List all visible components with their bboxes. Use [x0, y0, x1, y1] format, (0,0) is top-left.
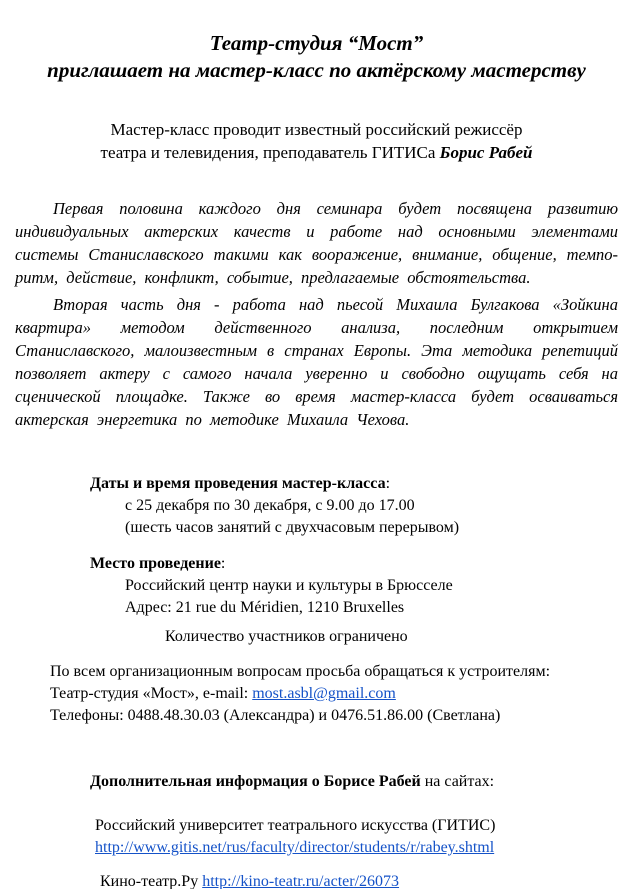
paragraph-afternoon-program: Вторая часть дня - работа над пьесой Михаила Булгакова «Зойкина квартира» методом действенного анализа, последним открытием Станиславского, малоизвестным в странах Европы. Эта методика репетиций позволяет актеру с самого начала уверенно и свободно ощущать себя на сценической площадке. Также во время мастер-класса будет осваиваться актерская энергетика по методике Михаила Чехова. — [15, 295, 618, 429]
gitis-site-block — [95, 815, 618, 859]
contacts-email-line — [50, 683, 618, 705]
venue-name: Российский центр науки и культуры в Брюсселе — [125, 577, 453, 594]
gitis-link-line — [95, 837, 618, 859]
venue-address: Адрес: 21 rue du Méridien, 1210 Bruxelles — [125, 599, 405, 616]
presenter-intro-line-2-text: театра и телевидения, преподаватель ГИТИСа — [100, 143, 440, 162]
title-line-2: приглашает на мастер-класс по актёрскому мастерству — [47, 58, 586, 82]
schedule-section — [90, 473, 618, 539]
contacts-phones: Телефоны: 0488.48.30.03 (Александра) и 0476.51.86.00 (Светлана) — [50, 707, 501, 724]
contacts-intro: По всем организационным вопросам просьба обращаться к устроителям: — [50, 663, 551, 680]
gitis-site-label: Российский университет театрального искусства (ГИТИС) — [95, 817, 496, 834]
kino-teatr-label: Кино-театр.Ру — [100, 873, 203, 889]
schedule-heading: Даты и время проведения мастер-класса: — [90, 475, 391, 492]
contacts-section — [50, 661, 618, 727]
email-link[interactable]: most.asbl@gmail.com — [252, 685, 396, 702]
gitis-link[interactable]: http://www.gitis.net/rus/faculty/director/students/r/rabey.shtml — [95, 839, 495, 856]
presenter-intro-line-2 — [15, 141, 618, 164]
more-info-heading-bold: Дополнительная информация о Борисе Рабей — [90, 773, 421, 790]
paragraph-morning-program: Первая половина каждого дня семинара будет посвящена развитию индивидуальных актерских качеств и работе над основными элементами системы Станиславского такими как вооражение, внимание, общение, темпо-ритм, действие, конфликт, событие, предлагаемые обстоятельства. — [15, 199, 618, 287]
venue-section — [90, 553, 618, 619]
schedule-hours-note: (шесть часов занятий с двухчасовым перерывом) — [125, 519, 460, 536]
more-info-heading-rest: на сайтах: — [420, 773, 495, 790]
kino-teatr-link[interactable]: http://kino-teatr.ru/acter/26073 — [202, 873, 400, 889]
schedule-dates: с 25 декабря по 30 декабря, с 9.00 до 17.00 — [125, 497, 415, 514]
presenter-intro — [15, 118, 618, 164]
venue-heading: Место проведение: — [90, 555, 226, 572]
presenter-intro-line-1: Мастер-класс проводит известный российский режиссёр — [110, 120, 523, 139]
kino-teatr-line — [100, 871, 618, 889]
participants-limit-note: Количество участников ограничено — [165, 628, 408, 645]
presenter-name: Борис Рабей — [439, 143, 533, 162]
more-info-heading — [90, 771, 618, 793]
title-line-1: Театр-студия “Мост” — [209, 31, 424, 55]
page-title — [15, 30, 618, 84]
contacts-email-prefix: Театр-студия «Мост», e-mail: — [50, 685, 253, 702]
